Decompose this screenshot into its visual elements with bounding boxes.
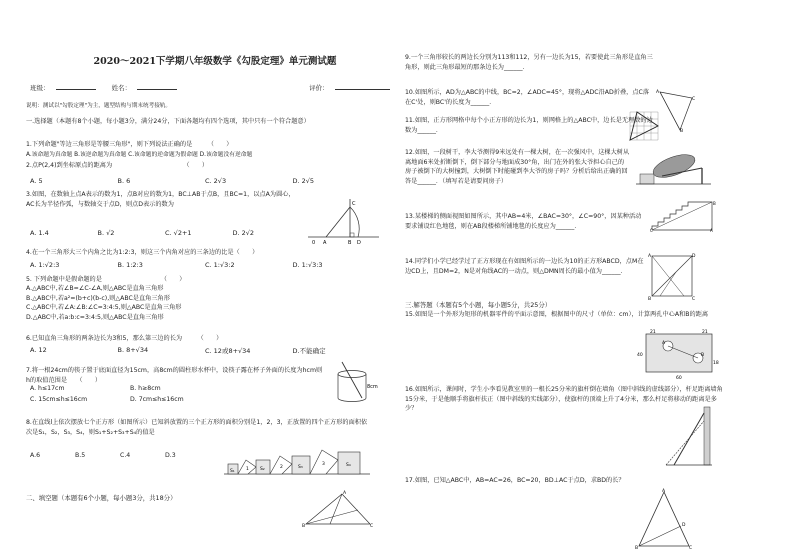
exam-note: 说明：测试以"勾股定理"为主，题型结构与期末统考接轨。 <box>26 103 171 109</box>
q11-text: 11.如图，正方形网格中每个小正方形的边长为1，则网格上的△ABC中，边长是无理数的边数为______． <box>405 117 653 134</box>
q15-label-left: 40 <box>637 353 643 358</box>
q5-option-a: A.△ABC中,若∠B=∠C-∠A,则△ABC是直角三角形 <box>26 285 164 292</box>
q6-stem: 6.已知直角三角形的两条边长为3和5，那么第三边的长为 （ ） <box>26 335 223 342</box>
q4-options <box>30 261 380 269</box>
q11-grid-figure <box>628 110 660 142</box>
q2-option-d: D. 2√5 <box>292 177 315 185</box>
svg-text:A: A <box>648 254 652 259</box>
q2-option-a: A. 5 <box>30 177 43 185</box>
score-label: 评价： <box>309 84 329 92</box>
q1-options: A.该命题为真命题 B.该逆命题为真命题 C.该命题的逆命题为假命题 D.该命题没有逆命题 <box>26 152 253 158</box>
q8-label-s2: S₂ <box>260 467 265 472</box>
q15-label-top-right: 21 <box>702 330 708 335</box>
q4-option-a: A. 1:√2:3 <box>30 261 60 269</box>
q15-label-bottom: 60 <box>676 376 682 381</box>
class-blank <box>56 89 96 90</box>
svg-text:B: B <box>302 524 306 529</box>
q3-option-a: A. 1.4 <box>30 229 49 237</box>
section3-heading: 三.解答题（本题有5个小题，每小题5分，共25分） <box>405 301 552 309</box>
q6-option-a: A. 12 <box>30 346 47 354</box>
q17-text: 17.如图，已知△ABC中，AB=AC=26，BC=20，BD⊥AC于点D，求BD的长？ <box>405 477 625 484</box>
q6-option-c: C. 12或8+√34 <box>205 347 251 355</box>
q15-label-right: 18 <box>713 361 719 366</box>
q9-text: 9.一个三角形较长的两边长分别为113和112，另有一边长为15，若要使此三角形是直角三角形，则此三角形最短的那条边长为______． <box>405 54 653 71</box>
q8-options <box>30 452 210 459</box>
q5-option-c: C.△ABC中,若∠A:∠B:∠C=3:4:5,则△ABC是直角三角形 <box>26 304 182 312</box>
q7-options-row2 <box>30 396 230 403</box>
svg-text:A: A <box>343 491 347 496</box>
q6-option-d: D.不能确定 <box>292 347 326 355</box>
q2-stem: 2.点P(2,4)到坐标原点的距离为 （ ） <box>26 162 209 169</box>
score-blank <box>335 89 390 90</box>
q10-figure <box>656 88 698 133</box>
svg-text:C: C <box>692 97 696 102</box>
q4-option-b: B. 1:2:3 <box>117 261 143 269</box>
q7-option-b: B. h≥8cm <box>130 385 161 392</box>
q2-option-b: B. 6 <box>117 177 131 185</box>
q14-text: 14.同学们小学已经学过了正方形现在有如图所示的一边长为10的正方形ABCD，点M在边CD上，且DM=2，N是对角线AC的一动点，则△DMN周长的最小值为______． <box>405 258 644 275</box>
q8-stem: 8.在直线l上依次摆放七个正方形（如图所示）已知斜放置的三个正方形的面积分别是1，2，3，正放置的四个正方形的面积依次是S₁，S₂，S₃，S₄，则S₁+S₂+S₃+S₄的值是 <box>26 419 368 436</box>
svg-text:A: A <box>323 240 327 246</box>
q7-cup-figure <box>330 360 380 404</box>
q4-option-c: C. 1:√3:2 <box>205 261 235 269</box>
svg-text:B: B <box>680 129 684 134</box>
svg-text:A: A <box>662 489 666 494</box>
class-label: 班级： <box>30 84 50 92</box>
q12-text: 12.如图，一段树干，李大爷测得9米远处有一棵大树，在一次强风中，这棵大树从离地面6米处折断倒下，倒下部分与地面成30°角，出门在外的张大爷担心自己的房子被倒下的大树撞到，大树倒下时能碰到李大爷的房子吗？分析后给出正确的回答是______．（填写若是请要问房子） <box>405 149 630 185</box>
q8-option-d: D.3 <box>165 452 176 459</box>
name-blank <box>137 89 177 90</box>
svg-text:C: C <box>352 201 356 207</box>
svg-text:A: A <box>710 228 713 233</box>
section2-heading: 二、填空题（本题有6个小题，每小题3分，共18分） <box>26 494 177 502</box>
svg-text:0: 0 <box>312 240 316 246</box>
q16-pole-figure <box>664 405 714 467</box>
svg-text:C: C <box>650 228 653 233</box>
q5-option-b: B.△ABC中,若a²=(b+c)(b-c),则△ABC是直角三角形 <box>26 294 170 302</box>
q16-text: 16.如图所示，课间时，学生小李看见教室里的一根长25分米的旗杆倒在墙角（图中斜线的虚线部分），杆足距离墙角15分米，于是他顺手将旗杆扶正（图中斜线的实线部分），使旗杆的顶端上升了4分米，那么杆足将移动的距离是多少？ <box>405 386 723 413</box>
q4-stem: 4.在一个三角形大三个内角之比为1:2:3，则这三个内角对应的三条边的比是（ ） <box>26 249 259 256</box>
q8-option-c: C.4 <box>120 452 131 459</box>
q3-option-c: C. √2+1 <box>165 229 192 237</box>
svg-text:C: C <box>689 546 693 551</box>
svg-text:C: C <box>370 524 374 529</box>
svg-text:B: B <box>648 297 652 302</box>
q8-label-2: 2 <box>280 465 283 470</box>
q3-option-b: B. √2 <box>97 229 115 237</box>
svg-text:C: C <box>692 297 696 302</box>
q4-option-d: D. 1:√3:3 <box>292 261 323 269</box>
q6-option-b: B. 8+√34 <box>117 346 149 354</box>
q15-part-figure <box>636 328 718 380</box>
q5-option-d: D.△ABC中,若a:b:c=3:4:5,则△ABC是直角三角形 <box>26 313 164 321</box>
q7-option-d: D. 7cm≤h≤16cm <box>130 396 184 403</box>
name-label: 姓名： <box>111 84 132 92</box>
q15-label-b: B <box>701 353 705 358</box>
svg-text:B: B <box>348 240 352 246</box>
q3-stem: 3.如图，在数轴上点A表示的数为1，点B对应的数为1，BC⊥AB于点B，且BC=1，以点A为圆心，AC长为半径作弧，与数轴交于点D，则点D表示的数为 <box>26 191 295 208</box>
svg-text:D: D <box>357 240 361 246</box>
svg-text:B: B <box>713 201 716 206</box>
q1-stem: 1.下列命题"等边三角形是等腰三角形"，则下列说法正确的是 （ ） <box>26 141 233 148</box>
q5-options <box>26 284 181 322</box>
q7-height-label: 8cm <box>367 384 378 390</box>
q8-label-s1: S₁ <box>230 469 235 474</box>
q7-option-c: C. 15cm≤h≤16cm <box>30 396 88 403</box>
q2-option-c: C. 2√3 <box>205 177 227 185</box>
q15-label-top: 21 <box>650 330 656 335</box>
q7-options-row1 <box>30 385 230 392</box>
exam-title: 2020～2021下学期八年级数学《勾股定理》单元测试题 <box>93 56 337 67</box>
q14-square-figure <box>648 252 696 302</box>
q8-label-s4: S₄ <box>346 463 351 468</box>
q8-option-b: B.5 <box>75 452 86 459</box>
student-info-row <box>30 83 390 92</box>
q8-option-a: A.6 <box>30 452 41 459</box>
q17-triangle-figure <box>635 488 693 550</box>
q3-option-d: D. 2√2 <box>232 229 255 237</box>
q7-stem: 7.将一根24cm的筷子置于底面直径为15cm，高8cm的圆柱形水杯中，设筷子露在杯子外面的长度为hcm则h的取值范围是 （ ） <box>26 367 323 384</box>
q12-tree-figure <box>636 146 711 186</box>
svg-text:D: D <box>682 523 686 528</box>
q8-label-3: 3 <box>322 462 325 467</box>
q8-squares-figure <box>222 440 372 478</box>
q3-options <box>30 229 300 237</box>
q6-options <box>30 346 380 355</box>
q8-label-s3: S₃ <box>298 465 303 470</box>
q8-label-1: 1 <box>246 467 249 472</box>
q3-figure <box>306 193 381 245</box>
q15-label-a: A <box>662 341 666 346</box>
q10-text: 10.如图所示，AD为△ABC的中线，BC=2，∠ADC=45°，现将△ADC沿AD折叠，点C落在C'处，则BC'的长度为______． <box>405 89 650 106</box>
section1-heading: 一.选择题（本题有8个小题，每小题3分，满分24分，下面各题均有四个选项，其中只有一个符合题意） <box>26 118 310 125</box>
q5-stem: 5. 下列命题中是假命题的是 （ ） <box>26 276 186 283</box>
q13-stairs-figure <box>650 200 715 232</box>
q7-option-a: A. h≤17cm <box>30 385 65 392</box>
q2-options <box>30 177 380 185</box>
svg-text:B: B <box>635 546 639 551</box>
svg-text:D: D <box>692 254 696 259</box>
q9-triangle-figure <box>300 488 375 528</box>
svg-text:A: A <box>656 90 660 95</box>
q13-text: 13.某楼梯的侧面视图如图所示，其中AB=4米，∠BAC=30°，∠C=90°，因某种活动要求铺设红色地毯，则在AB段楼梯所铺地毯的长度应为______． <box>405 213 642 230</box>
q15-text: 15.如图是一个外形为矩形的机器零件的平面示意图，根据图中的尺寸（单位：cm），计算两孔中心A和B的距离 <box>405 311 709 318</box>
